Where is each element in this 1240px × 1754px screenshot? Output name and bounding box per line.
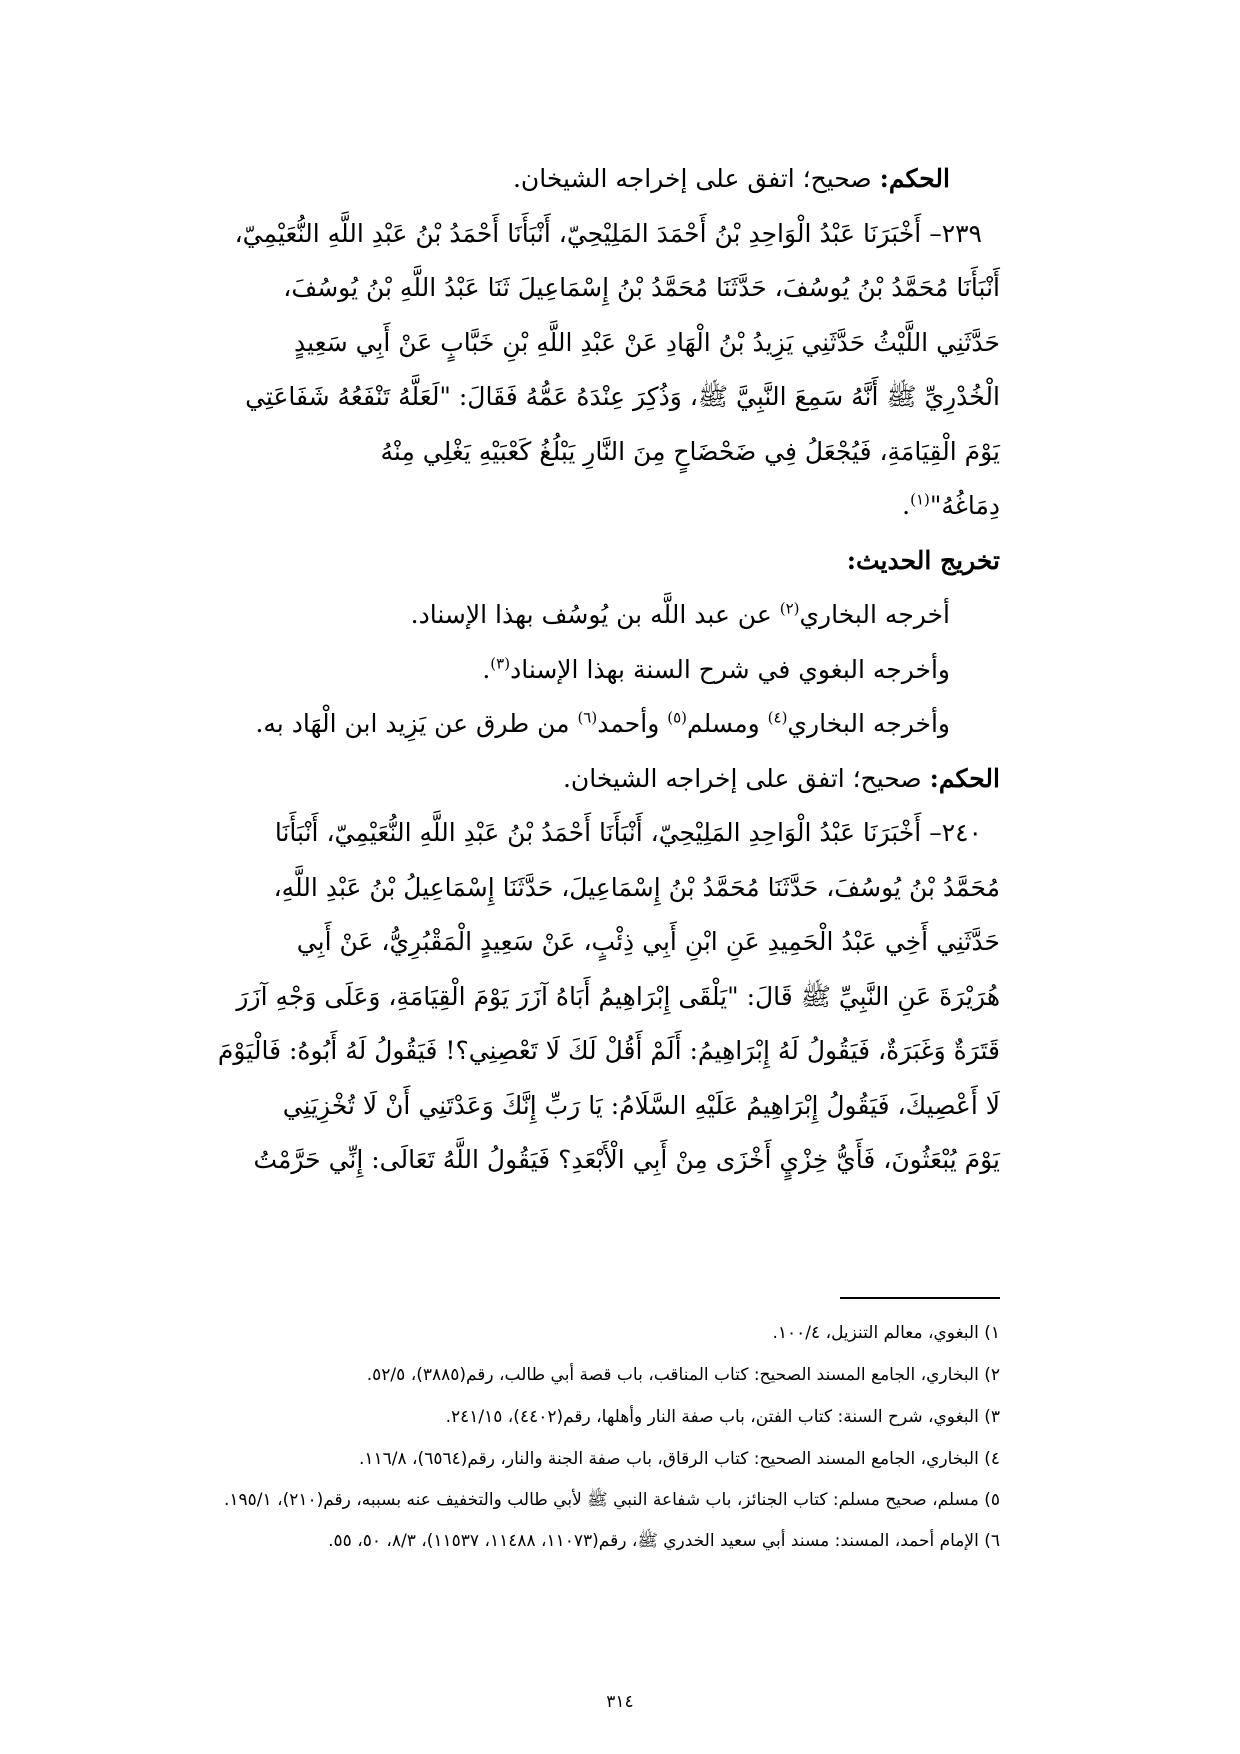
takhrij-text: من طرق عن يَزِيد ابن الْهَاد به. <box>255 709 578 738</box>
takhrij-text: أخرجه البخاري <box>799 600 950 629</box>
ruling-text: صحيح؛ اتفق على إخراجه الشيخان. <box>562 763 930 793</box>
hadith-239-end: . <box>902 491 911 520</box>
hadith-240-line: يَوْمَ يُبْعَثُونَ، فَأَيُّ خِزْيٍ أَخْزَى مِنْ أَبِي الْأَبْعَدِ؟ فَيَقُولُ اللَّهُ تَعَالَى: إِنِّي حَرَّمْتُ <box>253 1145 1000 1174</box>
takhrij-text: . <box>482 654 491 684</box>
main-text <box>150 152 1000 1188</box>
hadith-240-line: مُحَمَّدُ بْنُ يُوسُفَ، حَدَّثَنَا مُحَمَّدُ بْنُ إِسْمَاعِيلَ، حَدَّثَنَا إِسْمَاعِيلُ بْنُ عَبْدِ اللَّهِ، <box>273 872 1000 902</box>
footnote: ٢) البخاري، الجامع المسند الصحيح: كتاب المناقب، باب قصة أبي طالب، رقم(٣٨٨٥)، ٥٢/٥. <box>366 1365 1000 1385</box>
ruling-label: الحكم: <box>929 763 1000 793</box>
ruling-label: الحكم: <box>879 164 950 193</box>
footnote-ref: (١) <box>910 490 930 509</box>
footnote: ١) البغوي، معالم التنزيل، ١٠٠/٤. <box>772 1323 1000 1343</box>
hadith-240-line: هُرَيْرَةَ عَنِ النَّبِيِّ ﷺ قَالَ: "يَلْقَى إِبْرَاهِيمُ أَبَاهُ آزَرَ يَوْمَ الْقِيَامَةِ، وَعَلَى وَجْهِ آزَرَ <box>236 981 1000 1011</box>
ruling-line <box>150 152 1000 207</box>
ruling-text: صحيح؛ اتفق على إخراجه الشيخان. <box>512 164 880 193</box>
hadith-239-last-line <box>150 479 1000 534</box>
hadith-240-line: قَتَرَةٌ وَغَبَرَةٌ، فَيَقُولُ لَهُ إِبْرَاهِيمُ: أَلَمْ أَقُلْ لَكَ لَا تَعْصِنِي؟! فَيَقُولُ لَهُ أَبُوهُ: فَالْيَوْمَ <box>217 1036 1000 1065</box>
takhrij-text: ومسلم <box>687 709 768 738</box>
footnote-ref: (٣) <box>490 654 511 673</box>
footnote-ref: (٤) <box>767 708 788 727</box>
footnote-ref: (٢) <box>779 599 800 618</box>
footnote: ٦) الإمام أحمد، المسند: مسند أبي سعيد الخدري ﷺ، رقم(١١٠٧٣، ١١٤٨٨، ١١٥٣٧)، ٨/٣، ٥٠، ٥٥. <box>328 1531 1000 1551</box>
takhrij-line <box>150 588 1000 643</box>
hadith-239-line: حَدَّثَنِي اللَّيْثُ حَدَّثَنِي يَزِيدُ بْنُ الْهَادِ عَنْ عَبْدِ اللَّهِ بْنِ خَبَّابٍ عَنْ أَبِي سَعِيدٍ <box>293 327 1000 357</box>
hadith-239-line: الْخُدْرِيِّ ﷺ أَنَّهُ سَمِعَ النَّبِيَّ ﷺ، وَذُكِرَ عِنْدَهُ عَمُّهُ فَقَالَ: "لَعَلَّهُ تَنْفَعُهُ شَفَاعَتِي <box>245 382 1000 411</box>
hadith-239-line: دِمَاغُهُ" <box>929 491 1000 520</box>
takhrij-line <box>150 697 1000 752</box>
takhrij-heading: تخريج الحديث: <box>846 545 1000 575</box>
takhrij-text: عن عبد اللَّه بن يُوسُف بهذا الإسناد. <box>410 600 780 629</box>
hadith-240-line: ٢٤٠– أَخْبَرَنَا عَبْدُ الْوَاحِدِ المَلِيْحِيّ، أَنْبَأَنَا أَحْمَدُ بْنُ عَبْدِ اللَّهِ النُّعَيْمِيّ، أَنْبَأَنَا <box>274 818 982 847</box>
takhrij-text: وأخرجه البغوي في شرح السنة بهذا الإسناد <box>510 654 950 684</box>
footnote: ٥) مسلم، صحيح مسلم: كتاب الجنائز، باب شفاعة النبي ﷺ لأبي طالب والتخفيف عنه بسببه، رقم(٢١٠)، ١٩٥/١. <box>224 1490 1000 1510</box>
footnote: ٣) البغوي، شرح السنة: كتاب الفتن، باب صفة النار وأهلها، رقم(٤٤٠٢)، ٢٤١/١٥. <box>445 1407 1000 1427</box>
footnote: ٤) البخاري، الجامع المسند الصحيح: كتاب الرقاق، باب صفة الجنة والنار، رقم(٦٥٦٤)، ١١٦/٨. <box>358 1449 1000 1469</box>
ruling-line-2 <box>150 752 1000 807</box>
hadith-239-line: أَنْبَأَنَا مُحَمَّدُ بْنُ يُوسُفَ، حَدَّثَنَا مُحَمَّدُ بْنُ إِسْمَاعِيلَ ثَنَا عَبْدُ اللَّهِ بْنُ يُوسُفَ، <box>283 273 1000 302</box>
takhrij-text: وأحمد <box>597 709 668 738</box>
hadith-239-line: ٢٣٩– أَخْبَرَنَا عَبْدُ الْوَاحِدِ بْنُ أَحْمَدَ المَلِيْحِيّ، أَنْبَأَنَا أَحْمَدُ بْنُ عَبْدِ اللَّهِ النُّعَيْمِيّ، <box>234 218 982 248</box>
page-number: ٣١٤ <box>606 1692 634 1712</box>
hadith-240-line: حَدَّثَنِي أَخِي عَبْدُ الْحَمِيدِ عَنِ ابْنِ أَبِي ذِئْبٍ، عَنْ سَعِيدٍ الْمَقْبُرِيُّ، عَنْ أَبِي <box>296 927 1000 956</box>
footnote-ref: (٥) <box>667 708 687 727</box>
footnote-separator <box>840 1297 1000 1299</box>
hadith-240-line: لَا أَعْصِيكَ، فَيَقُولُ إِبْرَاهِيمُ عَلَيْهِ السَّلَامُ: يَا رَبِّ إِنَّكَ وَعَدْتَنِي أَنْ لَا تُخْزِيَنِي <box>282 1090 1000 1120</box>
footnote-ref: (٦) <box>577 708 598 727</box>
takhrij-text: وأخرجه البخاري <box>787 709 950 738</box>
footnotes <box>140 1312 1000 1562</box>
hadith-239-line: يَوْمَ الْقِيَامَةِ، فَيُجْعَلُ فِي ضَحْضَاحٍ مِنَ النَّارِ يَبْلُغُ كَعْبَيْهِ يَغْلِي مِنْهُ <box>380 436 1000 466</box>
takhrij-line <box>150 643 1000 698</box>
